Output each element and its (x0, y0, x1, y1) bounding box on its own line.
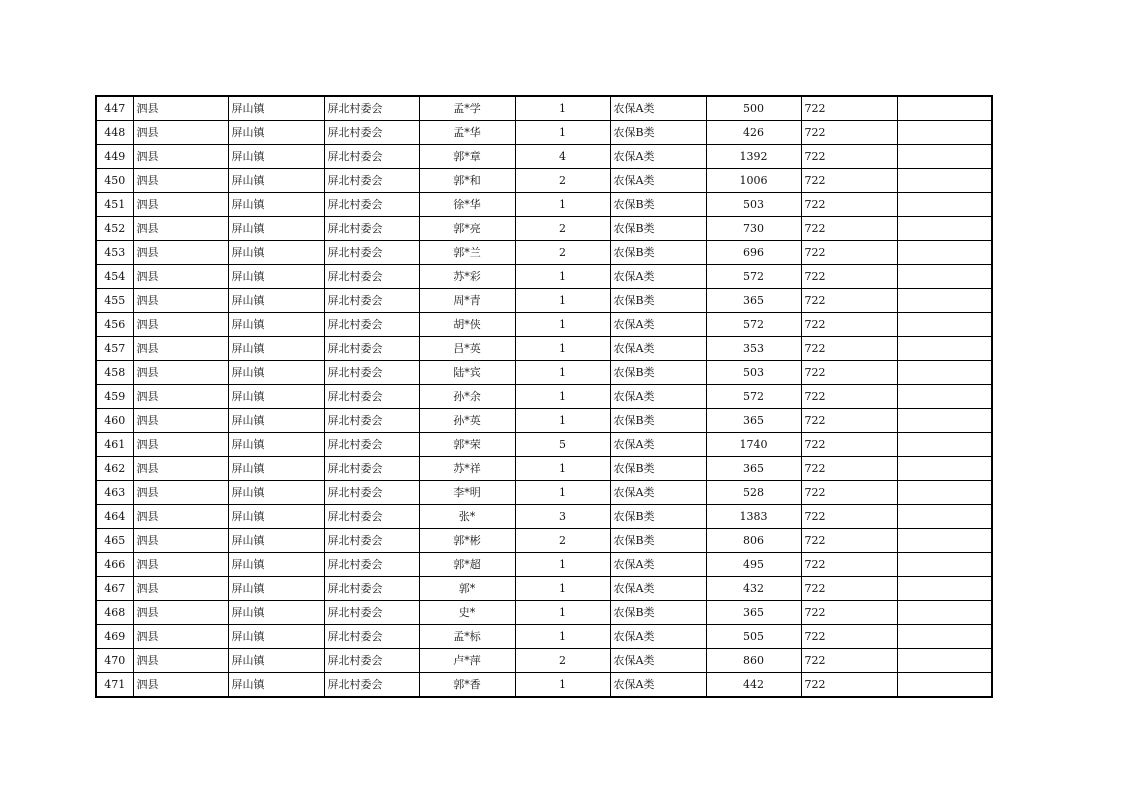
table-row (96, 625, 992, 649)
note-cell (897, 265, 992, 289)
category-cell: 农保B类 (610, 241, 706, 265)
amount-cell: 442 (706, 673, 801, 698)
county-cell: 泗县 (133, 553, 228, 577)
recipient-name-cell: 李*明 (419, 481, 515, 505)
household-size-cell: 2 (515, 169, 610, 193)
county-cell: 泗县 (133, 481, 228, 505)
code-cell: 722 (801, 577, 897, 601)
category-cell: 农保B类 (610, 409, 706, 433)
row-number-cell: 470 (96, 649, 133, 673)
town-cell: 屏山镇 (228, 673, 324, 698)
amount-cell: 505 (706, 625, 801, 649)
household-size-cell: 1 (515, 313, 610, 337)
town-cell: 屏山镇 (228, 241, 324, 265)
table-row (96, 145, 992, 169)
note-cell (897, 457, 992, 481)
amount-cell: 696 (706, 241, 801, 265)
household-size-cell: 1 (515, 193, 610, 217)
recipient-name-cell: 郭*荣 (419, 433, 515, 457)
code-cell: 722 (801, 553, 897, 577)
village-committee-cell: 屏北村委会 (324, 121, 419, 145)
village-committee-cell: 屏北村委会 (324, 433, 419, 457)
table-row (96, 337, 992, 361)
county-cell: 泗县 (133, 385, 228, 409)
table-row (96, 385, 992, 409)
note-cell (897, 169, 992, 193)
village-committee-cell: 屏北村委会 (324, 481, 419, 505)
village-committee-cell: 屏北村委会 (324, 649, 419, 673)
recipient-name-cell: 孙*英 (419, 409, 515, 433)
village-committee-cell: 屏北村委会 (324, 241, 419, 265)
county-cell: 泗县 (133, 529, 228, 553)
county-cell: 泗县 (133, 265, 228, 289)
recipient-name-cell: 周*青 (419, 289, 515, 313)
recipient-name-cell: 郭*超 (419, 553, 515, 577)
code-cell: 722 (801, 481, 897, 505)
household-size-cell: 1 (515, 385, 610, 409)
county-cell: 泗县 (133, 241, 228, 265)
note-cell (897, 505, 992, 529)
household-size-cell: 1 (515, 409, 610, 433)
town-cell: 屏山镇 (228, 577, 324, 601)
table-row (96, 289, 992, 313)
household-size-cell: 2 (515, 649, 610, 673)
note-cell (897, 553, 992, 577)
amount-cell: 365 (706, 289, 801, 313)
village-committee-cell: 屏北村委会 (324, 193, 419, 217)
county-cell: 泗县 (133, 313, 228, 337)
village-committee-cell: 屏北村委会 (324, 577, 419, 601)
county-cell: 泗县 (133, 193, 228, 217)
row-number-cell: 453 (96, 241, 133, 265)
town-cell: 屏山镇 (228, 505, 324, 529)
row-number-cell: 447 (96, 96, 133, 121)
recipient-name-cell: 郭*彬 (419, 529, 515, 553)
category-cell: 农保A类 (610, 145, 706, 169)
town-cell: 屏山镇 (228, 145, 324, 169)
note-cell (897, 649, 992, 673)
code-cell: 722 (801, 217, 897, 241)
household-size-cell: 1 (515, 481, 610, 505)
amount-cell: 806 (706, 529, 801, 553)
table-row (96, 361, 992, 385)
county-cell: 泗县 (133, 577, 228, 601)
recipient-name-cell: 郭*章 (419, 145, 515, 169)
amount-cell: 860 (706, 649, 801, 673)
village-committee-cell: 屏北村委会 (324, 409, 419, 433)
town-cell: 屏山镇 (228, 601, 324, 625)
village-committee-cell: 屏北村委会 (324, 169, 419, 193)
category-cell: 农保A类 (610, 96, 706, 121)
table-row (96, 577, 992, 601)
town-cell: 屏山镇 (228, 481, 324, 505)
category-cell: 农保B类 (610, 505, 706, 529)
category-cell: 农保A类 (610, 481, 706, 505)
household-size-cell: 1 (515, 361, 610, 385)
amount-cell: 365 (706, 601, 801, 625)
row-number-cell: 465 (96, 529, 133, 553)
row-number-cell: 469 (96, 625, 133, 649)
row-number-cell: 468 (96, 601, 133, 625)
row-number-cell: 464 (96, 505, 133, 529)
amount-cell: 503 (706, 193, 801, 217)
recipient-name-cell: 孟*学 (419, 96, 515, 121)
village-committee-cell: 屏北村委会 (324, 457, 419, 481)
amount-cell: 528 (706, 481, 801, 505)
town-cell: 屏山镇 (228, 265, 324, 289)
amount-cell: 572 (706, 313, 801, 337)
table-row (96, 505, 992, 529)
village-committee-cell: 屏北村委会 (324, 673, 419, 698)
category-cell: 农保A类 (610, 577, 706, 601)
row-number-cell: 457 (96, 337, 133, 361)
recipient-name-cell: 张* (419, 505, 515, 529)
amount-cell: 353 (706, 337, 801, 361)
county-cell: 泗县 (133, 337, 228, 361)
category-cell: 农保A类 (610, 673, 706, 698)
table-row (96, 313, 992, 337)
county-cell: 泗县 (133, 649, 228, 673)
county-cell: 泗县 (133, 361, 228, 385)
town-cell: 屏山镇 (228, 553, 324, 577)
town-cell: 屏山镇 (228, 313, 324, 337)
village-committee-cell: 屏北村委会 (324, 337, 419, 361)
table-row (96, 601, 992, 625)
row-number-cell: 451 (96, 193, 133, 217)
county-cell: 泗县 (133, 96, 228, 121)
code-cell: 722 (801, 96, 897, 121)
note-cell (897, 217, 992, 241)
town-cell: 屏山镇 (228, 169, 324, 193)
code-cell: 722 (801, 385, 897, 409)
household-size-cell: 1 (515, 121, 610, 145)
code-cell: 722 (801, 673, 897, 698)
town-cell: 屏山镇 (228, 457, 324, 481)
recipient-name-cell: 苏*祥 (419, 457, 515, 481)
note-cell (897, 193, 992, 217)
household-size-cell: 1 (515, 265, 610, 289)
household-size-cell: 1 (515, 457, 610, 481)
category-cell: 农保A类 (610, 649, 706, 673)
table-row (96, 457, 992, 481)
category-cell: 农保B类 (610, 529, 706, 553)
recipient-name-cell: 卢*萍 (419, 649, 515, 673)
town-cell: 屏山镇 (228, 529, 324, 553)
village-committee-cell: 屏北村委会 (324, 145, 419, 169)
recipient-name-cell: 陆*宾 (419, 361, 515, 385)
town-cell: 屏山镇 (228, 625, 324, 649)
amount-cell: 432 (706, 577, 801, 601)
town-cell: 屏山镇 (228, 361, 324, 385)
category-cell: 农保B类 (610, 457, 706, 481)
code-cell: 722 (801, 649, 897, 673)
household-size-cell: 1 (515, 96, 610, 121)
table-row (96, 673, 992, 698)
row-number-cell: 452 (96, 217, 133, 241)
household-size-cell: 1 (515, 577, 610, 601)
town-cell: 屏山镇 (228, 649, 324, 673)
town-cell: 屏山镇 (228, 337, 324, 361)
row-number-cell: 471 (96, 673, 133, 698)
table-body (96, 96, 992, 697)
note-cell (897, 96, 992, 121)
code-cell: 722 (801, 169, 897, 193)
note-cell (897, 145, 992, 169)
county-cell: 泗县 (133, 457, 228, 481)
category-cell: 农保A类 (610, 385, 706, 409)
code-cell: 722 (801, 529, 897, 553)
table-row (96, 241, 992, 265)
amount-cell: 500 (706, 96, 801, 121)
note-cell (897, 433, 992, 457)
recipient-name-cell: 孟*华 (419, 121, 515, 145)
amount-cell: 365 (706, 457, 801, 481)
table-row (96, 409, 992, 433)
note-cell (897, 625, 992, 649)
recipient-name-cell: 郭*亮 (419, 217, 515, 241)
category-cell: 农保B类 (610, 193, 706, 217)
amount-cell: 730 (706, 217, 801, 241)
county-cell: 泗县 (133, 433, 228, 457)
table-row (96, 529, 992, 553)
village-committee-cell: 屏北村委会 (324, 217, 419, 241)
category-cell: 农保B类 (610, 121, 706, 145)
village-committee-cell: 屏北村委会 (324, 289, 419, 313)
note-cell (897, 673, 992, 698)
household-size-cell: 1 (515, 337, 610, 361)
row-number-cell: 460 (96, 409, 133, 433)
county-cell: 泗县 (133, 217, 228, 241)
town-cell: 屏山镇 (228, 433, 324, 457)
note-cell (897, 601, 992, 625)
row-number-cell: 454 (96, 265, 133, 289)
category-cell: 农保A类 (610, 433, 706, 457)
village-committee-cell: 屏北村委会 (324, 265, 419, 289)
code-cell: 722 (801, 601, 897, 625)
village-committee-cell: 屏北村委会 (324, 385, 419, 409)
row-number-cell: 461 (96, 433, 133, 457)
note-cell (897, 241, 992, 265)
table-row (96, 553, 992, 577)
amount-cell: 572 (706, 385, 801, 409)
county-cell: 泗县 (133, 601, 228, 625)
county-cell: 泗县 (133, 145, 228, 169)
household-size-cell: 2 (515, 529, 610, 553)
recipient-name-cell: 孙*余 (419, 385, 515, 409)
code-cell: 722 (801, 409, 897, 433)
village-committee-cell: 屏北村委会 (324, 505, 419, 529)
category-cell: 农保A类 (610, 625, 706, 649)
row-number-cell: 463 (96, 481, 133, 505)
row-number-cell: 449 (96, 145, 133, 169)
amount-cell: 1006 (706, 169, 801, 193)
table-row (96, 265, 992, 289)
town-cell: 屏山镇 (228, 409, 324, 433)
town-cell: 屏山镇 (228, 217, 324, 241)
town-cell: 屏山镇 (228, 289, 324, 313)
row-number-cell: 459 (96, 385, 133, 409)
row-number-cell: 462 (96, 457, 133, 481)
category-cell: 农保B类 (610, 217, 706, 241)
town-cell: 屏山镇 (228, 121, 324, 145)
table-row (96, 433, 992, 457)
household-size-cell: 4 (515, 145, 610, 169)
recipient-name-cell: 郭*香 (419, 673, 515, 698)
category-cell: 农保B类 (610, 601, 706, 625)
village-committee-cell: 屏北村委会 (324, 313, 419, 337)
table-row (96, 217, 992, 241)
table-row (96, 169, 992, 193)
household-size-cell: 1 (515, 625, 610, 649)
household-size-cell: 2 (515, 217, 610, 241)
code-cell: 722 (801, 241, 897, 265)
town-cell: 屏山镇 (228, 96, 324, 121)
amount-cell: 1392 (706, 145, 801, 169)
amount-cell: 495 (706, 553, 801, 577)
recipient-name-cell: 孟*标 (419, 625, 515, 649)
code-cell: 722 (801, 121, 897, 145)
household-size-cell: 1 (515, 673, 610, 698)
category-cell: 农保A类 (610, 169, 706, 193)
household-size-cell: 1 (515, 601, 610, 625)
table-row (96, 121, 992, 145)
town-cell: 屏山镇 (228, 385, 324, 409)
recipient-name-cell: 郭* (419, 577, 515, 601)
row-number-cell: 455 (96, 289, 133, 313)
code-cell: 722 (801, 337, 897, 361)
code-cell: 722 (801, 193, 897, 217)
row-number-cell: 450 (96, 169, 133, 193)
code-cell: 722 (801, 505, 897, 529)
village-committee-cell: 屏北村委会 (324, 361, 419, 385)
note-cell (897, 481, 992, 505)
note-cell (897, 313, 992, 337)
county-cell: 泗县 (133, 169, 228, 193)
recipient-name-cell: 徐*华 (419, 193, 515, 217)
table-row (96, 96, 992, 121)
code-cell: 722 (801, 457, 897, 481)
row-number-cell: 466 (96, 553, 133, 577)
county-cell: 泗县 (133, 289, 228, 313)
note-cell (897, 337, 992, 361)
village-committee-cell: 屏北村委会 (324, 601, 419, 625)
note-cell (897, 409, 992, 433)
amount-cell: 503 (706, 361, 801, 385)
category-cell: 农保A类 (610, 265, 706, 289)
code-cell: 722 (801, 313, 897, 337)
recipient-name-cell: 胡*侠 (419, 313, 515, 337)
note-cell (897, 121, 992, 145)
household-size-cell: 1 (515, 289, 610, 313)
recipient-name-cell: 郭*兰 (419, 241, 515, 265)
amount-cell: 365 (706, 409, 801, 433)
table-row (96, 481, 992, 505)
row-number-cell: 448 (96, 121, 133, 145)
note-cell (897, 385, 992, 409)
code-cell: 722 (801, 625, 897, 649)
row-number-cell: 456 (96, 313, 133, 337)
recipient-name-cell: 史* (419, 601, 515, 625)
row-number-cell: 458 (96, 361, 133, 385)
code-cell: 722 (801, 361, 897, 385)
code-cell: 722 (801, 433, 897, 457)
code-cell: 722 (801, 289, 897, 313)
household-size-cell: 1 (515, 553, 610, 577)
amount-cell: 1383 (706, 505, 801, 529)
village-committee-cell: 屏北村委会 (324, 625, 419, 649)
category-cell: 农保B类 (610, 361, 706, 385)
relief-roster-table (95, 95, 993, 698)
note-cell (897, 577, 992, 601)
amount-cell: 572 (706, 265, 801, 289)
county-cell: 泗县 (133, 409, 228, 433)
table-row (96, 193, 992, 217)
recipient-name-cell: 吕*英 (419, 337, 515, 361)
amount-cell: 426 (706, 121, 801, 145)
county-cell: 泗县 (133, 625, 228, 649)
category-cell: 农保B类 (610, 289, 706, 313)
row-number-cell: 467 (96, 577, 133, 601)
county-cell: 泗县 (133, 505, 228, 529)
table-row (96, 649, 992, 673)
note-cell (897, 361, 992, 385)
household-size-cell: 5 (515, 433, 610, 457)
category-cell: 农保A类 (610, 313, 706, 337)
village-committee-cell: 屏北村委会 (324, 553, 419, 577)
recipient-name-cell: 郭*和 (419, 169, 515, 193)
county-cell: 泗县 (133, 121, 228, 145)
county-cell: 泗县 (133, 673, 228, 698)
amount-cell: 1740 (706, 433, 801, 457)
category-cell: 农保A类 (610, 553, 706, 577)
note-cell (897, 529, 992, 553)
code-cell: 722 (801, 265, 897, 289)
category-cell: 农保A类 (610, 337, 706, 361)
household-size-cell: 2 (515, 241, 610, 265)
recipient-name-cell: 苏*彩 (419, 265, 515, 289)
village-committee-cell: 屏北村委会 (324, 529, 419, 553)
note-cell (897, 289, 992, 313)
code-cell: 722 (801, 145, 897, 169)
village-committee-cell: 屏北村委会 (324, 96, 419, 121)
town-cell: 屏山镇 (228, 193, 324, 217)
household-size-cell: 3 (515, 505, 610, 529)
